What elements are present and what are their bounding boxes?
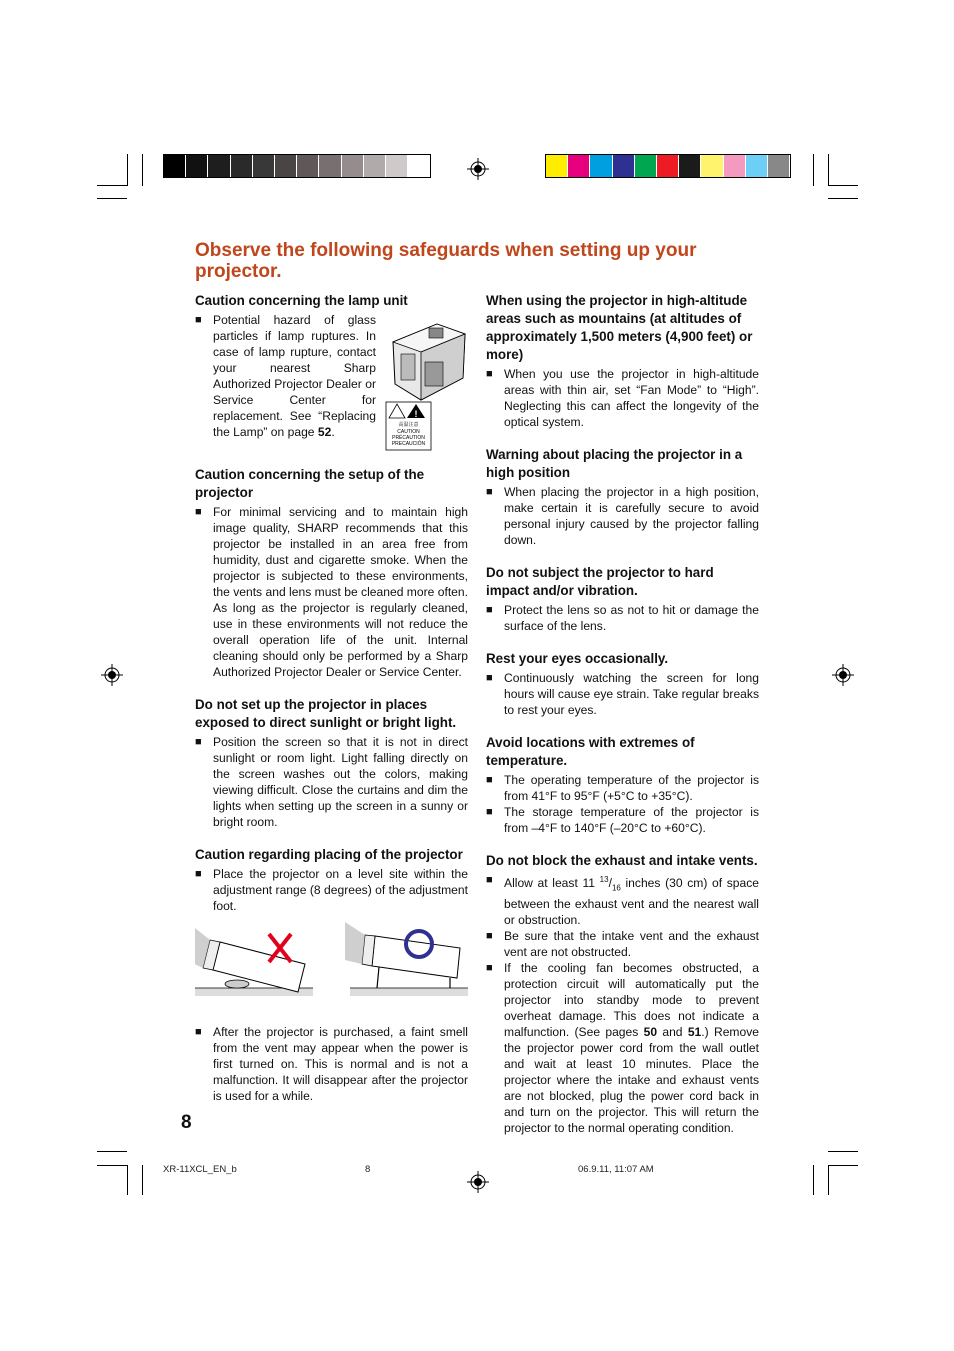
section-impact — [486, 564, 759, 634]
bullet-icon: ■ — [486, 368, 493, 380]
bullet-icon: ■ — [195, 1026, 202, 1038]
gray-swatch — [297, 155, 319, 177]
color-swatch — [635, 155, 657, 177]
gray-swatch — [408, 155, 430, 177]
correct-placement — [345, 922, 468, 996]
list-item: ■ Be sure that the intake vent and the exhaust vent are not obstructed. — [486, 929, 759, 960]
color-swatch — [768, 155, 790, 177]
page-title: Observe the following safeguards when setting up your projector. — [195, 240, 697, 282]
section-sunlight — [195, 696, 468, 830]
section-heading: When using the projector in high-altitude areas such as mountains (at altitudes of approximately 1,500 meters (4,900 feet) or more) — [486, 293, 753, 362]
bullet-icon: ■ — [195, 868, 202, 880]
section-heading: Do not set up the projector in places exposed to direct sunlight or bright light. — [195, 697, 457, 730]
color-swatch — [679, 155, 701, 177]
registration-target-icon — [832, 664, 854, 686]
section-high-altitude — [486, 292, 759, 430]
page-number: 8 — [181, 1112, 192, 1133]
section-heading: Rest your eyes occasionally. — [486, 651, 669, 666]
bullet-icon: ■ — [195, 506, 202, 518]
bullet-icon: ■ — [486, 874, 493, 886]
gray-swatch — [208, 155, 230, 177]
grayscale-calibration-bar — [163, 154, 431, 178]
bullet-icon: ■ — [486, 604, 493, 616]
list-item: ■ For minimal servicing and to maintain high image quality, SHARP recommends that this projector be installed in an area free from humidity, dust and cigarette smoke. When the projector is subjected to these environments, the vents and lens must be cleaned more often. As long as the projector is regularly cleaned, use in these environments will not reduce the overall operation life of the unit. Internal cleaning should only be performed by a Sharp Authorized Projector Dealer or Service Center. — [195, 505, 468, 679]
list-item: ■ Protect the lens so as not to hit or damage the surface of the lens. — [486, 603, 759, 633]
color-swatch — [590, 155, 612, 177]
svg-text:PRÉCAUTION: PRÉCAUTION — [392, 435, 425, 441]
placement-illustration — [195, 922, 468, 1018]
bullet-icon: ■ — [195, 736, 202, 748]
list-item: ■ The operating temperature of the projector is from 41°F to 95°F (+5°C to +35°C). — [486, 773, 759, 803]
color-swatch — [613, 155, 635, 177]
registration-target-icon — [101, 664, 123, 686]
section-heading: Caution regarding placing of the projector — [195, 847, 463, 862]
color-swatch — [724, 155, 746, 177]
section-high-position — [486, 446, 759, 548]
gray-swatch — [386, 155, 408, 177]
lamp-unit-illustration — [385, 318, 469, 452]
footer-timestamp: 06.9.11, 11:07 AM — [578, 1164, 654, 1175]
color-swatch — [546, 155, 568, 177]
section-heading: Warning about placing the projector in a high position — [486, 447, 743, 480]
list-item: ■ When placing the projector in a high position, make certain it is carefully secure to avoid personal injury caused by the projector falling down. — [486, 485, 759, 547]
svg-text:CAUTION: CAUTION — [397, 429, 420, 435]
gray-swatch — [231, 155, 253, 177]
bullet-icon: ■ — [195, 314, 202, 326]
section-heading: Do not subject the projector to hard impact and/or vibration. — [486, 565, 714, 598]
list-item: ■ After the projector is purchased, a faint smell from the vent may appear when the power is first turned on. This is normal and is not a malfunction. It will disappear after the projector is used for a while. — [195, 1025, 468, 1103]
section-heading: Do not block the exhaust and intake vents. — [486, 853, 758, 868]
list-item: ■ If the cooling fan becomes obstructed, a protection circuit will automatically put the projector into standby mode to prevent overheat damage. This does not indicate a malfunction. (See pages 50 and 51.) Remove the projector power cord from the wall outlet and wait at least 10 minutes. Place the projector where the intake and exhaust vents are not blocked, plug the power cord back in and turn on the projector. This will return the projector to the normal operating condition. — [486, 961, 759, 1136]
section-heading: Caution concerning the setup of the projector — [195, 467, 425, 500]
bullet-icon: ■ — [486, 806, 493, 818]
bullet-icon: ■ — [486, 930, 493, 943]
gray-swatch — [319, 155, 341, 177]
list-item: ■ When you use the projector in high-altitude areas with thin air, set “Fan Mode” to “High”. Neglecting this can affect the longevity of the optical system. — [486, 367, 759, 429]
list-item: ■ Potential hazard of glass particles if lamp ruptures. In case of lamp rupture, contact your nearest Sharp Authorized Projector Dealer or Service Center for replacement. See “Replacing the Lamp” on page 52. — [195, 313, 376, 439]
gray-swatch — [342, 155, 364, 177]
list-item: ■ The storage temperature of the projector is from –4°F to 140°F (–20°C to +60°C). — [486, 805, 759, 835]
bullet-icon: ■ — [486, 672, 493, 684]
incorrect-placement — [195, 924, 313, 996]
registration-target-icon — [467, 158, 489, 180]
color-swatch — [746, 155, 768, 177]
footer-filename: XR-11XCL_EN_b — [163, 1164, 237, 1175]
caution-label — [386, 402, 431, 450]
section-heading: Avoid locations with extremes of temperature. — [486, 735, 695, 768]
list-item: ■ Continuously watching the screen for long hours will cause eye strain. Take regular breaks to rest your eyes. — [486, 671, 759, 717]
list-item: ■ Position the screen so that it is not in direct sunlight or room light. Light falling directly on the screen washes out the colors, making viewing difficult. Close the curtains and dim the lights when setting up the screen in a sunny or bright room. — [195, 735, 468, 829]
svg-text:高温注意: 高温注意 — [398, 422, 419, 428]
footer-page: 8 — [365, 1164, 371, 1175]
color-swatch — [657, 155, 679, 177]
bullet-icon: ■ — [486, 486, 493, 498]
list-item: ■ Place the projector on a level site within the adjustment range (8 degrees) of the adjustment foot. — [195, 867, 468, 913]
section-rest-eyes — [486, 650, 759, 718]
list-item: ■ Allow at least 11 $^{13}/_{16}$ inches (30 cm) of space between the exhaust vent and the nearest wall or obstruction. — [486, 874, 759, 928]
section-placing — [195, 846, 468, 1104]
gray-swatch — [364, 155, 386, 177]
right-column — [486, 292, 759, 1152]
gray-swatch — [186, 155, 208, 177]
color-calibration-bar — [545, 154, 791, 178]
gray-swatch — [275, 155, 297, 177]
color-swatch — [568, 155, 590, 177]
svg-text:!: ! — [414, 409, 418, 419]
lamp-unit-icon — [393, 324, 465, 400]
gray-swatch — [253, 155, 275, 177]
svg-text:PRECAUCIÓN: PRECAUCIÓN — [391, 441, 426, 447]
section-heading: Caution concerning the lamp unit — [195, 293, 408, 308]
registration-target-icon — [467, 1171, 489, 1193]
color-swatch — [701, 155, 723, 177]
section-vents — [486, 852, 759, 1136]
section-temperature — [486, 734, 759, 836]
gray-swatch — [164, 155, 186, 177]
bullet-icon: ■ — [486, 962, 493, 975]
bullet-icon: ■ — [486, 774, 493, 786]
section-setup — [195, 466, 468, 680]
